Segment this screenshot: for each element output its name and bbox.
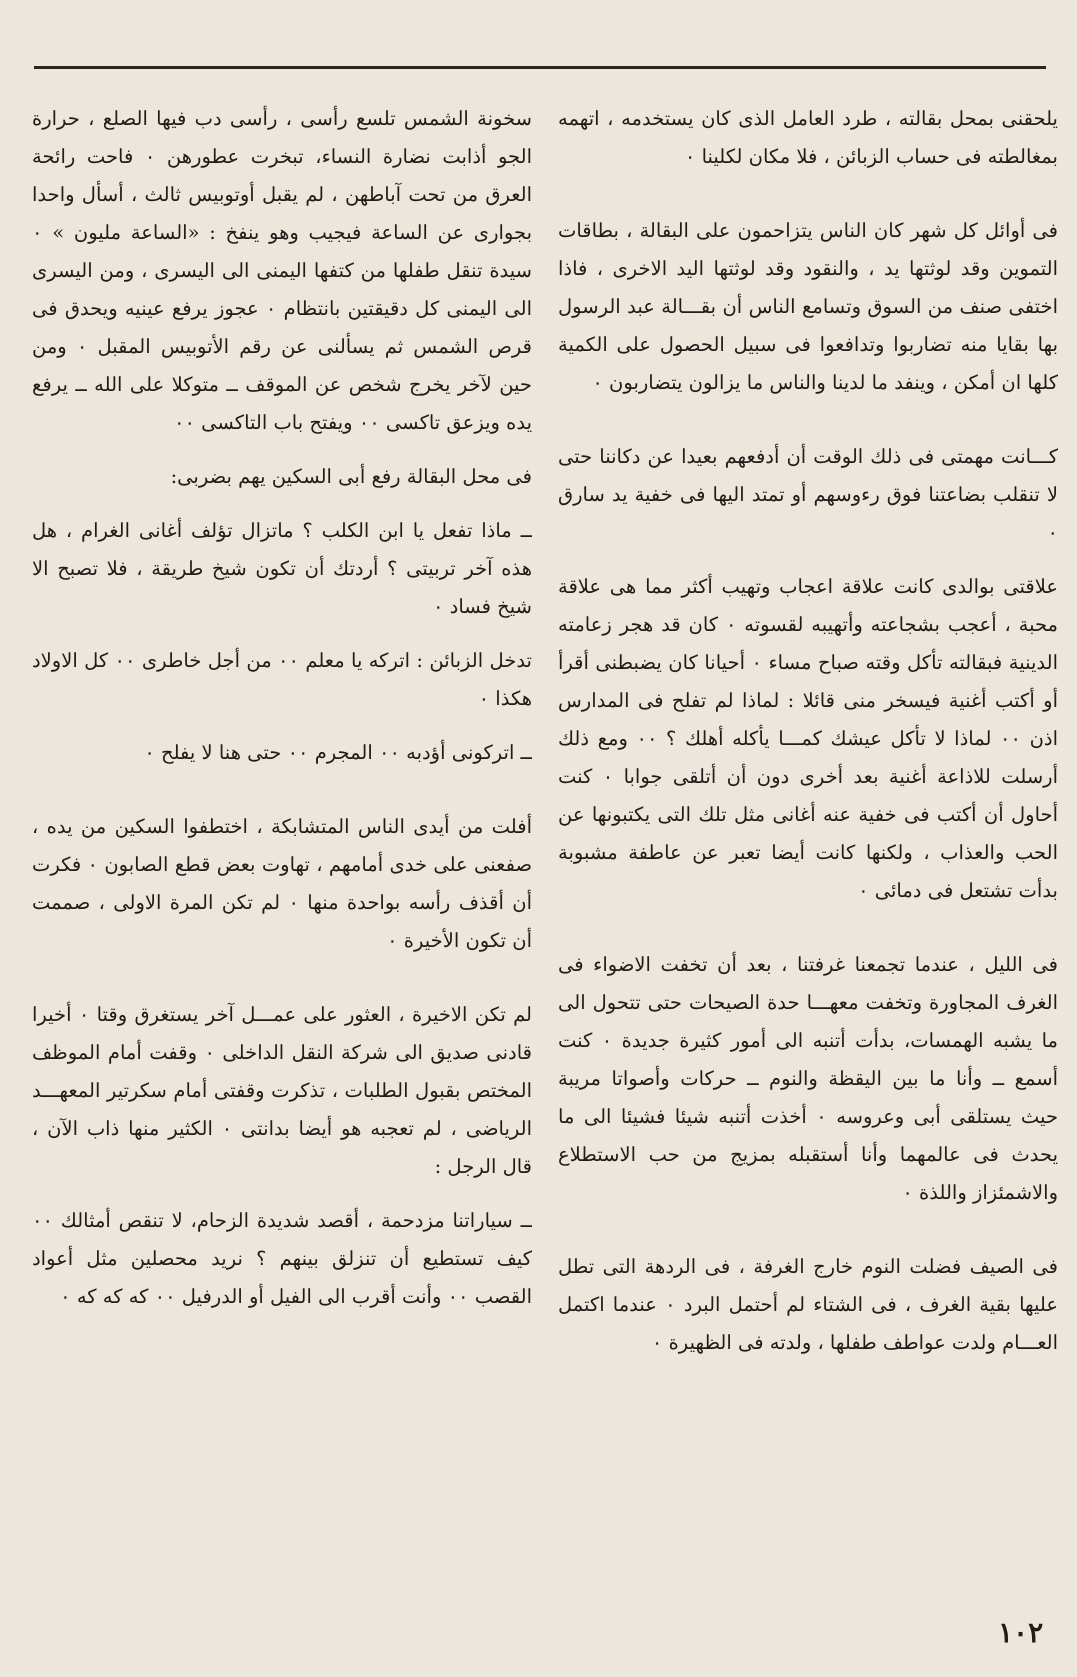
paragraph: لم تكن الاخيرة ، العثور على عمـــل آخر يستغرق وقتا ٠ أخيرا قادنى صديق الى شركة النقل الداخلى ٠ وقفت أمام الموظف المختص بقبول الطلبات ، تذكرت وقفتى أمام سكرتير المعهـــد الرياضى ، لم تعجبه هو أيضا بدانتى ٠ الكثير منها ذاب الآن ، قال الرجل : — [32, 1003, 532, 1178]
left-column — [32, 100, 532, 1645]
paragraph: يلحقنى بمحل بقالته ، طرد العامل الذى كان يستخدمه ، اتهمه بمغالطته فى حساب الزبائن ، فلا مكان لكلينا ٠ — [558, 107, 1058, 168]
right-column — [558, 100, 1058, 1645]
header-rule — [34, 66, 1046, 69]
paragraph: فى الصيف فضلت النوم خارج الغرفة ، فى الردهة التى تطل عليها بقية الغرف ، فى الشتاء لم أحتمل البرد ٠ عندما اكتمل العـــام ولدت عواطف طفلها ، ولدته فى الظهيرة ٠ — [558, 1255, 1058, 1354]
paragraph: فى أوائل كل شهر كان الناس يتزاحمون على البقالة ، بطاقات التموين وقد لوثتها يد ، والنقود وقد لوثتها اليد الاخرى ، فاذا اختفى صنف من السوق وتسامع الناس أن بقـــالة عبد الرسول بها بقايا منه تضاربوا وتدافعوا فى سبيل الحصول على الكمية كلها ان أمكن ، وينفد ما لدينا والناس ما يزالون يتضاربون ٠ — [558, 219, 1058, 394]
paragraph: ــ ماذا تفعل يا ابن الكلب ؟ ماتزال تؤلف أغانى الغرام ، هل هذه آخر تربيتى ؟ أردتك أن تكون شيخ طريقة ، فلا تصبح الا شيخ فساد ٠ — [32, 519, 532, 618]
paragraph: فى محل البقالة رفع أبى السكين يهم بضربى: — [170, 465, 532, 488]
paragraph: ــ اتركونى أؤدبه ٠٠ المجرم ٠٠ حتى هنا لا يفلح ٠ — [144, 741, 532, 764]
paragraph: كـــانت مهمتى فى ذلك الوقت أن أدفعهم بعيدا عن دكاننا حتى لا تنقلب بضاعتنا فوق رءوسهم أو تمتد اليها فى خفية يد سارق ٠ — [558, 445, 1058, 544]
paragraph: سخونة الشمس تلسع رأسى ، رأسى دب فيها الصلع ، حرارة الجو أذابت نضارة النساء، تبخرت عطورهن ٠ فاحت رائحة العرق من تحت آباطهن ، لم يقبل أوتوبيس ثالث ، أسأل واحدا بجوارى عن الساعة فيجيب وهو ينفخ : «الساعة مليون » ٠ سيدة تنقل طفلها من كتفها اليمنى الى اليسرى ، ومن اليسرى الى اليمنى كل دقيقتين بانتظام ٠ عجوز يرفع عينيه ويحدق فى قرص الشمس ثم يسألنى عن رقم الأتوبيس المقبل ٠ ومن حين لآخر يخرج شخص عن الموقف ــ متوكلا على الله ــ يرفع يده ويزعق تاكسى ٠٠ ويفتح باب التاكسى ٠٠ — [32, 107, 532, 434]
page-number: ١٠٢ — [998, 1616, 1044, 1649]
paragraph: أفلت من أيدى الناس المتشابكة ، اختطفوا السكين من يده ، صفعنى على خدى أمامهم ، تهاوت بعض قطع الصابون ٠ فكرت أن أقذف رأسه بواحدة منها ٠ لم تكن المرة الاولى ، صممت أن تكون الأخيرة ٠ — [32, 815, 532, 952]
paragraph: تدخل الزبائن : اتركه يا معلم ٠٠ من أجل خاطرى ٠٠ كل الاولاد هكذا ٠ — [32, 649, 532, 710]
paragraph: علاقتى بوالدى كانت علاقة اعجاب وتهيب أكثر مما هى علاقة محبة ، أعجب بشجاعته وأتهيبه لقسوته ٠ كان قد هجر زعامته الدينية فبقالته تأكل وقته صباح مساء ٠ أحيانا كان يضبطنى أقرأ أو أكتب أغنية فيسخر منى قائلا : لماذا لم تفلح فى المدارس اذن ٠٠ لماذا لا تأكل عيشك كمـــا يأكله أهلك ؟ ٠٠ ومع ذلك أرسلت للاذاعة أغنية بعد أخرى دون أن أتلقى جوابا ٠ كنت أحاول أن أكتب فى خفية عنه أغانى مثل تلك التى يكتبونها عن الحب والعذاب ، ولكنها كانت أيضا تعبر عن عاطفة مشبوبة بدأت تشتعل فى دمائى ٠ — [558, 575, 1058, 902]
paragraph: فى الليل ، عندما تجمعنا غرفتنا ، بعد أن تخفت الاضواء فى الغرف المجاورة وتخفت معهـــا حدة الصيحات حتى تتحول الى ما يشبه الهمسات، بدأت أتنبه الى أمور كثيرة جديدة ٠ كنت أسمع ــ وأنا ما بين اليقظة والنوم ــ حركات وأصواتا مريبة حيث يستلقى أبى وعروسه ٠ أخذت أتنبه شيئا فشيئا الى ما يحدث فى عالمهما وأنا أستقبله بمزيج من حب الاستطلاع والاشمئزاز واللذة ٠ — [558, 953, 1058, 1204]
paragraph: ــ سياراتنا مزدحمة ، أقصد شديدة الزحام، لا تنقص أمثالك ٠٠ كيف تستطيع أن تنزلق بينهم ؟ نريد محصلين مثل أعواد القصب ٠٠ وأنت أقرب الى الفيل أو الدرفيل ٠٠ كه كه كه ٠ — [32, 1209, 532, 1308]
